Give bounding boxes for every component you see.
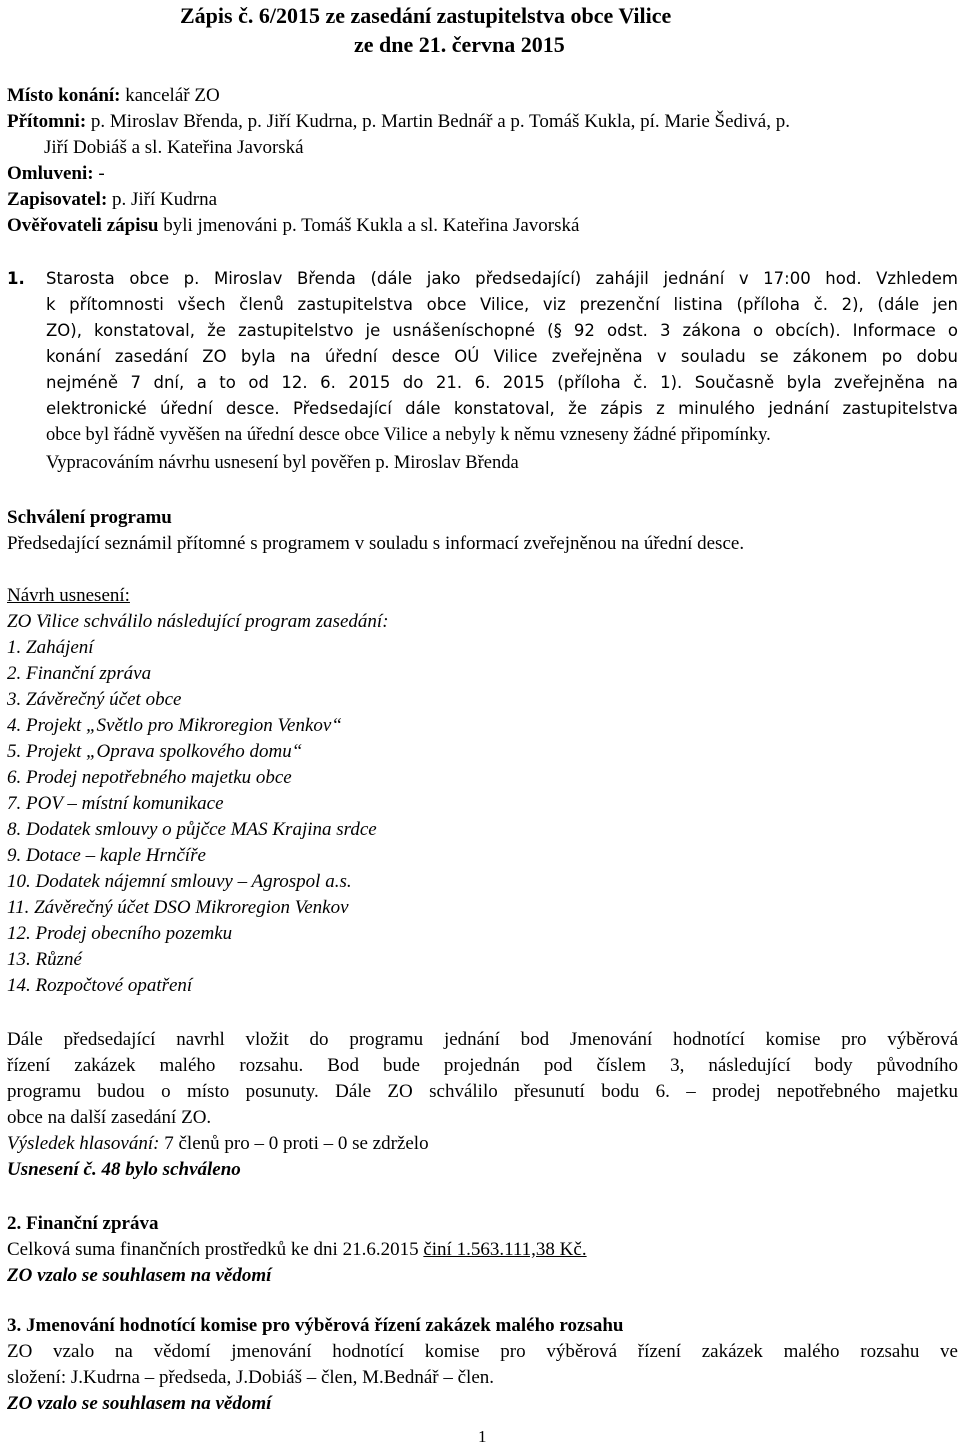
program-item: 14. Rozpočtové opatření xyxy=(7,975,193,996)
section1-line: ZO), konstatoval, že zastupitelstvo je usnášeníschopné (§ 92 odst. 3 zákona o obcích). Informace o xyxy=(46,321,958,340)
excused-value: - xyxy=(93,163,105,184)
document-title: Zápis č. 6/2015 ze zasedání zastupitelstva obce Vilice xyxy=(180,3,672,28)
program-paragraph-line: programu budou o místo posunuty. Dále ZO schválilo přesunutí bodu 6. – prodej nepotřebného majetku xyxy=(7,1081,958,1102)
program-text: Předsedající seznámil přítomné s programem v souladu s informací zveřejněnou na úřední desce. xyxy=(7,533,745,554)
vote-label: Výsledek hlasování: xyxy=(7,1133,160,1154)
program-item: 8. Dodatek smlouvy o půjčce MAS Krajina srdce xyxy=(7,819,377,840)
vote-result xyxy=(7,1131,429,1157)
section3-note: ZO vzalo se souhlasem na vědomí xyxy=(7,1393,272,1414)
verifiers-label: Ověřovateli zápisu xyxy=(7,215,159,236)
recorder-label: Zapisovatel: xyxy=(7,189,108,210)
page-number: 1 xyxy=(478,1427,487,1446)
verifiers xyxy=(7,213,579,239)
program-item: 5. Projekt „Oprava spolkového domu“ xyxy=(7,741,303,762)
program-item: 6. Prodej nepotřebného majetku obce xyxy=(7,767,292,788)
program-paragraph-line: obce na další zasedání ZO. xyxy=(7,1107,212,1128)
section1-line: elektronické úřední desce. Předsedající dále konstatoval, že zápis z minulého jednání zastupitelstva xyxy=(46,399,958,418)
section1-line: konání zasedání ZO byla na úřední desce OÚ Vilice zveřejněna v souladu se zákonem po dobu xyxy=(46,347,958,366)
program-item: 12. Prodej obecního pozemku xyxy=(7,923,233,944)
program-item: 2. Finanční zpráva xyxy=(7,663,152,684)
section1-line: obce byl řádně vyvěšen na úřední desce obce Vilice a nebyly k němu vzneseny žádné připomínky. xyxy=(46,425,771,445)
attendees-continued: Jiří Dobiáš a sl. Kateřina Javorská xyxy=(44,137,304,158)
section3-line1: ZO vzalo na vědomí jmenování hodnotící komise pro výběrová řízení zakázek malého rozsahu ve xyxy=(7,1341,958,1362)
program-paragraph-line: řízení zakázek malého rozsahu. Bod bude projednán pod číslem 3, následující body původního xyxy=(7,1055,958,1076)
program-item: 4. Projekt „Světlo pro Mikroregion Venkov“ xyxy=(7,715,342,736)
meeting-place xyxy=(7,83,220,109)
program-heading: Schválení programu xyxy=(7,507,172,528)
section3-heading: 3. Jmenování hodnotící komise pro výběrová řízení zakázek malého rozsahu xyxy=(7,1315,624,1336)
verifiers-value: byli jmenováni p. Tomáš Kukla a sl. Kateřina Javorská xyxy=(158,215,580,236)
section1-line: Starosta obce p. Miroslav Břenda (dále jako předsedající) zahájil jednání v 17:00 hod. Vzhledem xyxy=(46,269,958,288)
program-paragraph-line: Dále předsedající navrhl vložit do programu jednání bod Jmenování hodnotící komise pro výběrová xyxy=(7,1029,958,1050)
program-item: 3. Závěrečný účet obce xyxy=(7,689,182,710)
meeting-place-label: Místo konání: xyxy=(7,85,121,106)
section1-line: k přítomnosti všech členů zastupitelstva obce Vilice, viz prezenční listina (příloha č. 2), (dále jen xyxy=(46,295,958,314)
resolution-48: Usnesení č. 48 bylo schváleno xyxy=(7,1159,241,1180)
section2-note: ZO vzalo se souhlasem na vědomí xyxy=(7,1265,272,1286)
proposal-label: Návrh usnesení: xyxy=(7,585,130,606)
attendees-label: Přítomni: xyxy=(7,111,87,132)
excused-label: Omluveni: xyxy=(7,163,94,184)
recorder xyxy=(7,187,217,213)
excused xyxy=(7,161,105,187)
program-item: 13. Různé xyxy=(7,949,82,970)
attendees xyxy=(7,109,790,135)
section2-amount: činí 1.563.111,38 Kč. xyxy=(423,1239,587,1260)
program-item: 11. Závěrečný účet DSO Mikroregion Venkov xyxy=(7,897,349,918)
attendees-value: p. Miroslav Břenda, p. Jiří Kudrna, p. Martin Bednář a p. Tomáš Kukla, pí. Marie Šedivá, p. xyxy=(86,111,790,132)
section1-line: nejméně 7 dní, a to od 12. 6. 2015 do 21. 6. 2015 (příloha č. 1). Současně byla zveřejněna na xyxy=(46,373,958,392)
document-date: ze dne 21. června 2015 xyxy=(354,32,565,57)
section2-text-prefix: Celková suma finančních prostředků ke dni 21.6.2015 xyxy=(7,1239,424,1260)
program-item: 7. POV – místní komunikace xyxy=(7,793,224,814)
section2-text xyxy=(7,1237,587,1263)
recorder-value: p. Jiří Kudrna xyxy=(107,189,218,210)
section2-heading: 2. Finanční zpráva xyxy=(7,1213,159,1234)
section1-line: Vypracováním návrhu usnesení byl pověřen p. Miroslav Břenda xyxy=(46,453,519,473)
section3-line2: složení: J.Kudrna – předseda, J.Dobiáš – člen, M.Bednář – člen. xyxy=(7,1367,495,1388)
program-item: 10. Dodatek nájemní smlouvy – Agrospol a.s. xyxy=(7,871,352,892)
program-item: 1. Zahájení xyxy=(7,637,94,658)
meeting-place-value: kancelář ZO xyxy=(120,85,220,106)
program-intro: ZO Vilice schválilo následující program zasedání: xyxy=(7,611,389,632)
section1-number: 1. xyxy=(7,269,25,288)
vote-value: 7 členů pro – 0 proti – 0 se zdrželo xyxy=(159,1133,429,1154)
program-item: 9. Dotace – kaple Hrnčíře xyxy=(7,845,206,866)
